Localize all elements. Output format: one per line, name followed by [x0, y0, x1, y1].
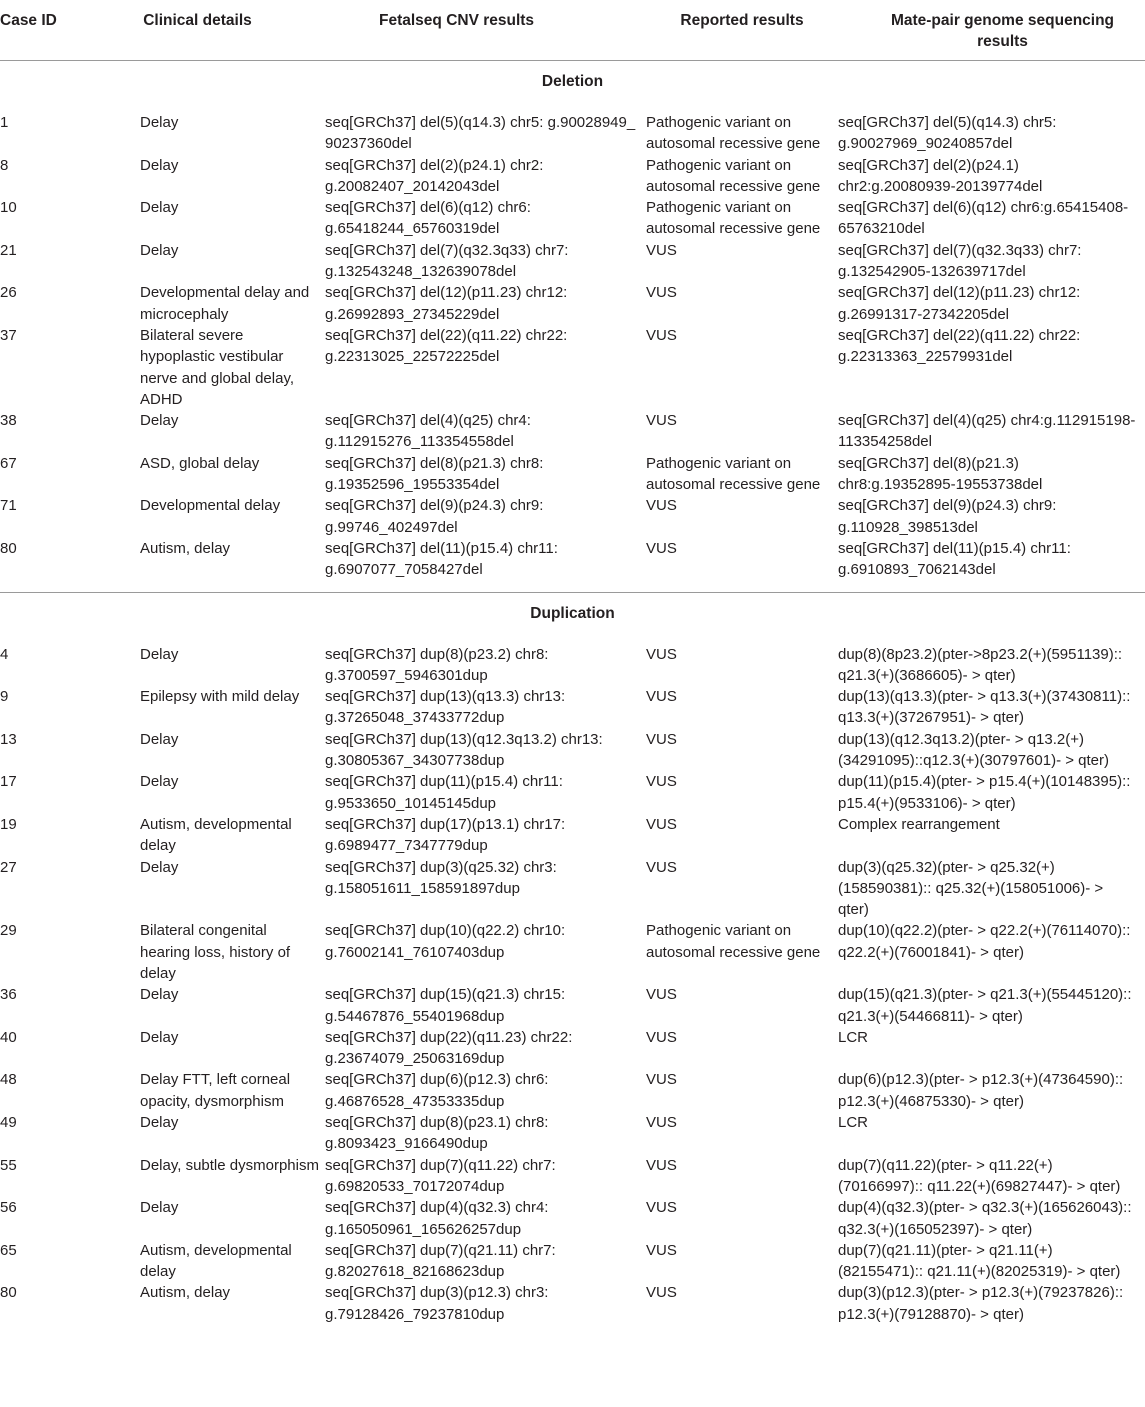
clinical-details-cell: Delay — [140, 199, 179, 217]
cnv-result-cell: seq[GRCh37] del(4)(q25) chr4: g.112915276_113354558del — [325, 412, 531, 451]
cnv-result-cell: seq[GRCh37] del(12)(p11.23) chr12: g.26992893_27345229del — [325, 284, 568, 323]
table-body — [0, 61, 1145, 1337]
cnv-result-cell: seq[GRCh37] dup(7)(q21.11) chr7: g.82027618_82168623dup — [325, 1241, 556, 1281]
reported-result-cell: VUS — [646, 284, 677, 302]
clinical-details-cell: Autism, developmental delay — [140, 815, 292, 855]
case-id-cell: 1 — [0, 114, 9, 131]
table-row — [0, 410, 1145, 453]
table-row — [0, 1240, 1145, 1283]
clinical-details-cell: Delay — [140, 1199, 179, 1217]
case-id-cell: 4 — [0, 645, 9, 663]
reported-result-cell: VUS — [646, 1156, 677, 1174]
reported-result-cell: Pathogenic variant on autosomal recessive gene — [646, 454, 821, 494]
reported-result-cell: VUS — [646, 645, 677, 663]
cnv-result-cell: seq[GRCh37] del(7)(q32.3q33) chr7: g.132543248_132639078del — [325, 241, 569, 281]
cnv-result-cell: seq[GRCh37] dup(8)(p23.2) chr8: g.3700597_5946301dup — [325, 645, 549, 684]
mate-pair-result-cell: dup(10)(q22.2)(pter- > q22.2(+)(76114070):: q22.2(+)(76001841)- > qter) — [838, 922, 1131, 961]
table-row — [0, 814, 1145, 857]
mate-pair-result-cell: dup(7)(q21.11)(pter- > q21.11(+)(82155471):: q21.11(+)(82025319)- > qter) — [838, 1241, 1121, 1281]
clinical-details-cell: Delay — [140, 773, 179, 791]
cnv-result-cell: seq[GRCh37] dup(13)(q12.3q13.2) chr13: g.30805367_34307738dup — [325, 730, 603, 770]
reported-result-cell: VUS — [646, 1199, 677, 1217]
cnv-result-cell: seq[GRCh37] del(5)(q14.3) chr5: g.90028949_ 90237360del — [325, 114, 636, 153]
case-id-cell: 27 — [0, 858, 17, 876]
clinical-details-cell: Delay — [140, 645, 179, 663]
mate-pair-result-cell: dup(13)(q12.3q13.2)(pter- > q13.2(+)(34291095)::q12.3(+)(30797601)- > qter) — [838, 730, 1110, 770]
reported-result-cell: VUS — [646, 815, 677, 833]
table-row — [0, 984, 1145, 1027]
section-header-row — [0, 592, 1145, 633]
mate-pair-result-cell: dup(7)(q11.22)(pter- > q11.22(+)(70166997):: q11.22(+)(69827447)- > qter) — [838, 1156, 1121, 1195]
reported-result-cell: Pathogenic variant on autosomal recessive gene — [646, 156, 821, 195]
reported-result-cell: VUS — [646, 773, 677, 791]
table-row — [0, 857, 1145, 921]
table-row — [0, 1282, 1145, 1336]
reported-result-cell: VUS — [646, 688, 677, 706]
table-row — [0, 538, 1145, 592]
table-row — [0, 1069, 1145, 1112]
case-id-cell: 80 — [0, 539, 17, 557]
table-row — [0, 240, 1145, 283]
clinical-details-cell: Delay — [140, 986, 179, 1004]
cnv-result-cell: seq[GRCh37] dup(3)(q25.32) chr3: g.158051611_158591897dup — [325, 858, 557, 897]
mate-pair-result-cell: dup(8)(8p23.2)(pter->8p23.2(+)(5951139):: q21.3(+)(3686605)- > qter) — [838, 645, 1123, 684]
case-id-cell: 40 — [0, 1028, 17, 1046]
case-id-cell: 56 — [0, 1199, 17, 1217]
mate-pair-result-cell: dup(11)(p15.4)(pter- > p15.4(+)(10148395):: p15.4(+)(9533106)- > qter) — [838, 773, 1131, 812]
mate-pair-result-cell: dup(3)(p12.3)(pter- > p12.3(+)(79237826):: p12.3(+)(79128870)- > qter) — [838, 1284, 1124, 1323]
clinical-details-cell: Delay — [140, 858, 179, 876]
mate-pair-result-cell: seq[GRCh37] del(4)(q25) chr4:g.112915198-113354258del — [838, 412, 1136, 451]
table-row — [0, 495, 1145, 538]
clinical-details-cell: Delay — [140, 412, 179, 430]
mate-pair-result-cell: seq[GRCh37] del(9)(p24.3) chr9: g.110928_398513del — [838, 497, 1057, 536]
table-row — [0, 197, 1145, 240]
cnv-result-cell: seq[GRCh37] dup(22)(q11.23) chr22: g.23674079_25063169dup — [325, 1028, 573, 1068]
cnv-result-cell: seq[GRCh37] del(22)(q11.22) chr22: g.22313025_22572225del — [325, 326, 568, 366]
case-id-cell: 49 — [0, 1114, 17, 1132]
cnv-result-cell: seq[GRCh37] del(6)(q12) chr6: g.65418244_65760319del — [325, 199, 531, 238]
case-id-cell: 21 — [0, 241, 17, 259]
reported-result-cell: Pathogenic variant on autosomal recessive gene — [646, 922, 821, 961]
mate-pair-result-cell: dup(4)(q32.3)(pter- > q32.3(+)(165626043):: q32.3(+)(165052397)- > qter) — [838, 1199, 1132, 1238]
mate-pair-result-cell: dup(3)(q25.32)(pter- > q25.32(+)(158590381):: q25.32(+)(158051006)- > qter) — [838, 858, 1104, 919]
section-header-row — [0, 61, 1145, 102]
mate-pair-result-cell: dup(13)(q13.3)(pter- > q13.3(+)(37430811):: q13.3(+)(37267951)- > qter) — [838, 688, 1131, 727]
table-row — [0, 920, 1145, 984]
case-id-cell: 48 — [0, 1071, 17, 1089]
table-row — [0, 1155, 1145, 1198]
reported-result-cell: VUS — [646, 986, 677, 1004]
table-header — [0, 0, 1145, 61]
cnv-result-cell: seq[GRCh37] dup(11)(p15.4) chr11: g.9533650_10145145dup — [325, 773, 563, 812]
reported-result-cell: VUS — [646, 730, 677, 748]
reported-result-cell: Pathogenic variant on autosomal recessive gene — [646, 199, 821, 238]
section-title: Deletion — [541, 73, 604, 90]
case-id-cell: 65 — [0, 1241, 17, 1259]
mate-pair-result-cell: LCR — [838, 1028, 869, 1046]
clinical-details-cell: Delay — [140, 1028, 179, 1046]
clinical-details-cell: Bilateral severe hypoplastic vestibular nerve and global delay, ADHD — [140, 326, 294, 408]
clinical-details-cell: Delay FTT, left corneal opacity, dysmorphism — [140, 1071, 291, 1110]
mate-pair-result-cell: seq[GRCh37] del(11)(p15.4) chr11: g.6910893_7062143del — [838, 539, 1071, 579]
clinical-details-cell: Autism, developmental delay — [140, 1241, 292, 1281]
mate-pair-result-cell: seq[GRCh37] del(5)(q14.3) chr5: g.90027969_90240857del — [838, 114, 1057, 153]
reported-result-cell: VUS — [646, 412, 677, 430]
cnv-result-cell: seq[GRCh37] dup(13)(q13.3) chr13: g.37265048_37433772dup — [325, 688, 566, 727]
case-id-cell: 8 — [0, 156, 9, 174]
clinical-details-cell: Autism, delay — [140, 1284, 231, 1302]
mate-pair-result-cell: dup(6)(p12.3)(pter- > p12.3(+)(47364590):: p12.3(+)(46875330)- > qter) — [838, 1071, 1124, 1110]
cnv-result-cell: seq[GRCh37] del(8)(p21.3) chr8: g.19352596_19553354del — [325, 454, 544, 494]
clinical-details-cell: Delay, subtle dysmorphism — [140, 1156, 319, 1174]
reported-result-cell: VUS — [646, 1114, 677, 1132]
header-mate-pair: Mate-pair genome sequencing results — [890, 12, 1115, 50]
case-id-cell: 9 — [0, 688, 9, 706]
table-row — [0, 633, 1145, 687]
mate-pair-result-cell: dup(15)(q21.3)(pter- > q21.3(+)(55445120):: q21.3(+)(54466811)- > qter) — [838, 986, 1132, 1025]
table-row — [0, 282, 1145, 325]
cnv-result-cell: seq[GRCh37] dup(10)(q22.2) chr10: g.76002141_76107403dup — [325, 922, 566, 961]
clinical-details-cell: Delay — [140, 730, 179, 748]
mate-pair-result-cell: LCR — [838, 1114, 869, 1132]
mate-pair-result-cell: seq[GRCh37] del(8)(p21.3) chr8:g.19352895-19553738del — [838, 454, 1043, 494]
case-id-cell: 26 — [0, 284, 17, 302]
table-row — [0, 771, 1145, 814]
cnv-result-cell: seq[GRCh37] del(2)(p24.1) chr2: g.20082407_20142043del — [325, 156, 544, 195]
reported-result-cell: VUS — [646, 1284, 677, 1302]
mate-pair-result-cell: seq[GRCh37] del(7)(q32.3q33) chr7: g.132542905-132639717del — [838, 241, 1082, 281]
table-row — [0, 155, 1145, 198]
case-id-cell: 13 — [0, 730, 17, 748]
clinical-details-cell: Delay — [140, 114, 179, 131]
case-id-cell: 29 — [0, 922, 17, 940]
reported-result-cell: VUS — [646, 858, 677, 876]
clinical-details-cell: Epilepsy with mild delay — [140, 688, 300, 706]
case-id-cell: 55 — [0, 1156, 17, 1174]
table-row — [0, 1027, 1145, 1070]
table-row — [0, 1197, 1145, 1240]
table-row — [0, 101, 1145, 155]
case-id-cell: 80 — [0, 1284, 17, 1302]
case-id-cell: 17 — [0, 773, 17, 791]
cnv-result-cell: seq[GRCh37] del(11)(p15.4) chr11: g.6907077_7058427del — [325, 539, 558, 579]
clinical-details-cell: Delay — [140, 156, 179, 174]
case-id-cell: 38 — [0, 412, 17, 430]
case-id-cell: 19 — [0, 815, 17, 833]
table-row — [0, 453, 1145, 496]
case-id-cell: 36 — [0, 986, 17, 1004]
mate-pair-result-cell: seq[GRCh37] del(2)(p24.1) chr2:g.20080939-20139774del — [838, 156, 1043, 195]
cnv-result-cell: seq[GRCh37] dup(6)(p12.3) chr6: g.46876528_47353335dup — [325, 1071, 549, 1110]
mate-pair-result-cell: seq[GRCh37] del(6)(q12) chr6:g.65415408-65763210del — [838, 199, 1129, 238]
reported-result-cell: Pathogenic variant on autosomal recessive gene — [646, 114, 821, 153]
mate-pair-result-cell: seq[GRCh37] del(22)(q11.22) chr22: g.22313363_22579931del — [838, 326, 1081, 366]
reported-result-cell: VUS — [646, 497, 677, 515]
clinical-details-cell: ASD, global delay — [140, 454, 260, 472]
reported-result-cell: VUS — [646, 1241, 677, 1259]
cnv-result-cell: seq[GRCh37] dup(7)(q11.22) chr7: g.69820533_70172074dup — [325, 1156, 556, 1195]
table-row — [0, 325, 1145, 410]
case-id-cell: 37 — [0, 326, 17, 344]
mate-pair-result-cell: Complex rearrangement — [838, 815, 1000, 833]
clinical-details-cell: Developmental delay and microcephaly — [140, 284, 310, 323]
header-fetalseq-cnv: Fetalseq CNV results — [379, 12, 535, 29]
case-id-cell: 71 — [0, 497, 17, 515]
clinical-details-cell: Delay — [140, 1114, 179, 1132]
table-row — [0, 1112, 1145, 1155]
case-id-cell: 67 — [0, 454, 17, 472]
cnv-result-cell: seq[GRCh37] dup(15)(q21.3) chr15: g.54467876_55401968dup — [325, 986, 566, 1025]
reported-result-cell: VUS — [646, 1028, 677, 1046]
cnv-result-cell: seq[GRCh37] dup(8)(p23.1) chr8: g.8093423_9166490dup — [325, 1114, 549, 1153]
cnv-result-cell: seq[GRCh37] dup(4)(q32.3) chr4: g.165050961_165626257dup — [325, 1199, 549, 1238]
section-title: Duplication — [0, 592, 1145, 633]
cnv-result-cell: seq[GRCh37] dup(3)(p12.3) chr3: g.79128426_79237810dup — [325, 1284, 549, 1323]
cnv-result-cell: seq[GRCh37] del(9)(p24.3) chr9: g.99746_402497del — [325, 497, 544, 536]
mate-pair-result-cell: seq[GRCh37] del(12)(p11.23) chr12: g.26991317-27342205del — [838, 284, 1081, 323]
case-id-cell: 10 — [0, 199, 17, 217]
header-case-id: Case ID — [0, 12, 57, 29]
clinical-details-cell: Delay — [140, 241, 179, 259]
reported-result-cell: VUS — [646, 1071, 677, 1089]
clinical-details-cell: Autism, delay — [140, 539, 231, 557]
reported-result-cell: VUS — [646, 326, 677, 344]
reported-result-cell: VUS — [646, 241, 677, 259]
table-row — [0, 729, 1145, 772]
cnv-result-cell: seq[GRCh37] dup(17)(p13.1) chr17: g.6989477_7347779dup — [325, 815, 566, 855]
table-row — [0, 686, 1145, 729]
clinical-details-cell: Developmental delay — [140, 497, 281, 515]
reported-result-cell: VUS — [646, 539, 677, 557]
header-reported-results: Reported results — [680, 12, 804, 29]
header-clinical-details: Clinical details — [143, 12, 252, 29]
clinical-details-cell: Bilateral congenital hearing loss, history of delay — [140, 922, 291, 982]
